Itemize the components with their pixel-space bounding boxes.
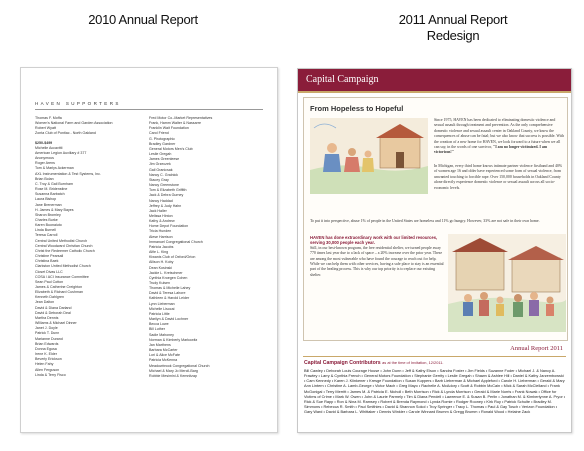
supporter-name: General Motors Men's Club <box>149 146 193 151</box>
report-page-2011 <box>297 68 572 433</box>
supporter-name: Allen Ferguson <box>35 367 60 372</box>
supporter-name: American Legion Auxiliary # 377 <box>35 150 87 155</box>
supporter-name: Tom & Marlys Ackerman <box>35 166 74 171</box>
feature-paragraph-1: Since 1975, HAVEN has been dedicated to eliminating domestic violence and sexual assault through treatment and prevention. As the only comprehensive domestic violence and sexual assault center in Oakland County, we know the consequences of abuse can be fatal; but we also know that success is possible. With the creation of a new home for HAVEN, we look forward to a future when we all can say, in the words of one survivor, "I am no longer victimized. I am victorious!" <box>434 118 564 155</box>
supporter-name: Jane Brenerman <box>35 202 62 207</box>
supporter-name: Brian Bolan <box>35 176 54 181</box>
supporter-name: Susanna Barbatch <box>35 192 65 197</box>
supporter-name: Robert Wyatt <box>35 126 56 131</box>
supporter-name: Bill Luther <box>149 327 165 332</box>
supporter-name: Helen Fahy <box>35 362 54 367</box>
banner-accent-line <box>298 91 571 93</box>
supporter-name: David & Teresa Lahore <box>149 291 186 296</box>
survivor-quote: "I am no longer victimized. I am victorious!" <box>434 145 548 155</box>
supporter-name: Thomas F. Moffa <box>35 116 62 120</box>
supporter-name: Laura Bishop <box>35 197 57 202</box>
supporter-name: Jeffrey & Judy Hahn <box>149 203 182 208</box>
supporter-name: Anonymous <box>35 156 54 161</box>
giving-level-heading: $250-$499 <box>35 140 53 145</box>
supporter-name: Franklin Wait Foundation <box>149 126 189 131</box>
supporter-name: Fred Motor Co.-Market Representatives <box>149 116 213 120</box>
supporter-name: Frank, Hamm Walter & Nassarre <box>149 121 201 126</box>
supporter-name: Michelle Lisocai <box>149 306 175 311</box>
supporter-name: Women's National Farm and Garden Association <box>35 121 113 126</box>
community-illustration <box>448 234 566 332</box>
supporter-name: Brian Edwards <box>35 341 59 346</box>
supporter-name: Patricia Jacobs <box>149 244 174 249</box>
supporter-name: Home Depot Foundation <box>149 224 189 229</box>
supporter-name: Irene K. Elder <box>35 352 57 357</box>
supporter-name: Trudy Kulsen <box>149 281 171 285</box>
supporter-name: Lynn Lieberman <box>149 301 175 306</box>
supporter-name: Barbara McCarter <box>149 348 178 353</box>
supporter-name: Patricia Little <box>149 311 170 316</box>
supporter-name: Clarkston United Methodist Church <box>35 264 91 269</box>
supporter-name: Rose M. Bridenstine <box>35 187 68 192</box>
supporter-name: C. Troy & Gail Burnham <box>35 181 73 186</box>
supporter-name: Leslie Gregah <box>149 152 172 157</box>
supporter-name: AXL Instrumentation & Test Systems, Inc. <box>35 171 101 176</box>
annual-report-2011-label: Annual Report 2011 <box>510 345 563 352</box>
supporter-name: Alfie L. King <box>149 250 169 255</box>
supporter-name: Central Woodward Christian Church <box>35 243 93 248</box>
supporter-name: Williams & Michael Dinner <box>35 321 77 326</box>
supporter-name: Norman & Kimberly Markowitz <box>149 337 198 342</box>
supporter-name: Jack & Debra Gurney <box>149 193 184 198</box>
supporter-name: Bradley Gardner <box>149 141 176 146</box>
supporter-name: Nancy C. Gralnick <box>149 172 178 177</box>
supporter-name: Nancy Greenstone <box>149 183 179 188</box>
supporter-name: Nancy Haddad <box>149 198 173 203</box>
supporter-name: Zonta Club of Pontiac - North Oakland <box>35 131 96 136</box>
contributors-list: Bill Cawley • Deborah Louis Courage House • John Dunn • Jeff & Kathy Elson • Sandra Foster • Jim Fields • Suzanne Foder • Michael J. & Nancy A. Frawley • Larry & Cynthia French • General Motors Foundation • Stephanie Gerrity • Leslie Gregah • Shawn & Ashlee Hill • Daniel & Kathy Jarzembowski • Cam Kennedy • Karen J. Klinkener • Kresge Foundation • Susan Kuppers • Barb Lieberman & Michael Appleford • Carole H. Lieberman • Gerald & Mary Ann Lintern • Christine A. Lamb-George • Victor Mach • Greg Mayo • Rachelle A. McAdory • Scott & Robbin McCain • Mick & Sarah McClelland • Frank McGonigal • Terry Merritt • James M. & Patricia E. Nicholl • Beth Morrison • Rick & Lynda Morrison • Gerald & Marie Norris • Frank Nowak • Office for Victims of Crime • Mark W. Owen • John & Laurie Parmely • Tim & Diana Pendell • Lawrence E. & Susan B. Perlin • Jonathan M. & Kimberlynne A. Pryor • Rick & Sue Rapp • Ron & Nina M. Ramsey • Robert & Brenda Raymond • Lynda Romie • Rodger Rooney • Kirk Ruy • Patrick Schulte • Bradley M. Simmons • Rebecca R. Smith • Paul Smithies • David & Shannon Sokol • Troy Springer • Tracy L. Thomas • Paul & Gay Tosch • Verizon Foundation • Gary Ward • David & Barbara L. Whittaker • Dennis Winkler • Carole Winnard Brumm & Gregg Brumm • Ronald Wood • Helaine Zack <box>304 369 566 415</box>
supporters-column-b <box>149 116 259 379</box>
feature-title: From Hopeless to Hopeful <box>310 104 404 113</box>
supporters-title: HAVEN SUPPORTERS <box>35 101 121 106</box>
supporter-name: Martha Dennis <box>35 315 59 320</box>
contributors-rule <box>303 356 566 357</box>
children-illustration <box>310 118 428 194</box>
feature-paragraph-4: HAVEN has done extraordinary work with our limited resources, serving 30,000 people each year. Still, in our best-known program, the free residential shelter, we turned people away 770 times last year due to a lack of space – a 20% increase over the prior year. These are among the most vulnerable who have found the courage to reach out for help. While we can help them with other services, having a safe place to stay is an essential part of the healing process. This is why our top priority is to replace our existing shelter. <box>310 235 444 277</box>
supporter-name: James Greenleese <box>149 157 180 162</box>
supporter-name: Marilyn & David Lochner <box>149 317 189 322</box>
contributors-title: Capital Campaign Contributors as at the time of Invitation, 12/2011. <box>304 360 444 366</box>
supporter-name: Jan Marthens <box>149 342 171 347</box>
report-page-2010 <box>20 67 278 433</box>
supporter-name: G. Photographic <box>149 136 175 141</box>
supporter-name: Becca Lowe <box>149 322 169 327</box>
heading-2011-line2: Redesign <box>426 28 480 43</box>
supporter-name: Kathy & Andrew <box>149 219 175 224</box>
supporter-name: Patricia McKenna <box>149 358 178 363</box>
supporters-column-a <box>35 116 145 378</box>
supporter-name: Beverly Erickson <box>35 357 62 362</box>
supporter-name: Alese Harrison <box>149 234 173 239</box>
supporter-name: David & Deborah Deal <box>35 310 71 315</box>
supporter-name: Patrick T. Dunn <box>35 331 60 336</box>
supporter-name: Jackie L. Kretschmer <box>149 270 183 275</box>
supporter-name: Christ the Redeemer Catholic Church <box>35 248 95 253</box>
supporters-rule <box>35 109 263 110</box>
supporter-name: Thomas & Michelle Lahey <box>149 286 191 291</box>
heading-2011-line1: 2011 Annual Report <box>398 12 508 27</box>
supporter-name: Michael & Mary Jo Mercil-Barg <box>149 368 198 373</box>
supporter-name: Sharon Bromley <box>35 212 61 217</box>
supporter-name: Gail Granicsak <box>149 167 173 172</box>
supporter-name: Sadie Mahoney <box>149 332 174 337</box>
supporter-name: David & Diana Darland <box>35 305 72 310</box>
supporter-name: Linda & Terry Fisco <box>35 372 66 377</box>
heading-2011-report <box>378 12 528 44</box>
supporter-name: Linda Burnell <box>35 228 56 233</box>
supporter-name: Jim Grzeczek <box>149 162 171 167</box>
supporter-name: Tom & Elizabeth Griffith <box>149 188 187 193</box>
supporter-name: James & Catherine Creighton <box>35 285 83 289</box>
feature-paragraph-3: To put it into perspective, abuse 1% of people in the United States are homeless and 11% go hungry. However, 33% are not safe in their own home. <box>310 219 540 223</box>
supporter-name: Kiwanis Club of Oxford/Orion <box>149 255 196 260</box>
supporter-name: Christine Pearsall <box>35 254 64 259</box>
supporter-name: Closet Divas LLC <box>35 269 63 274</box>
feature-paragraph-2: In Michigan, every third home knows intimate partner violence firsthand and 40% of women age 16 and older have experienced some form of sexual violence, from unwanted touching to forcible rape. Over 150,000 households in Oakland County alone directly experience domestic violence or sexual assault across all socio-economic levels. <box>434 164 563 190</box>
supporter-name: Kenneth Dahlgren <box>35 295 64 300</box>
supporter-name: Immanuel Congregational Church <box>149 239 203 244</box>
supporter-name: Melissa Hinton <box>149 213 173 218</box>
supporter-name: Christina Baek <box>35 259 59 264</box>
supporter-name: Meadowbrook Congregational Church <box>149 363 210 368</box>
feature-highlight: HAVEN has done extraordinary work with our limited resources, serving 30,000 people each year. <box>310 235 438 246</box>
supporter-name: Cynthia Kroegen Cohen <box>149 275 188 280</box>
heading-2010-report: 2010 Annual Report <box>88 12 198 27</box>
supporter-name: Allison H. Koby <box>149 260 174 265</box>
supporter-name: Dean Kosinski <box>149 265 172 270</box>
supporter-name: Roger Arens <box>35 161 55 166</box>
feature-panel <box>303 97 568 341</box>
supporter-name: Tricia Hunden <box>149 229 172 234</box>
supporter-name: Charles Burke <box>35 217 58 222</box>
supporter-name: Teresa Carroll <box>35 233 58 238</box>
supporter-name: Elizabeth & Richard Cushman <box>35 290 83 295</box>
supporter-name: Michelle Accavitti <box>35 145 63 150</box>
supporter-name: COSA / ACI Insurance Committee <box>35 274 89 279</box>
capital-campaign-banner: Capital Campaign <box>298 69 571 91</box>
supporter-name: Stacey Gray <box>149 177 169 182</box>
supporter-name: Karen Buonaiuto <box>35 223 62 228</box>
supporter-name: Central United Methodist Church <box>35 238 88 243</box>
supporter-name: Janet J. Doyle <box>35 326 58 331</box>
supporter-name: Donna Egusa <box>35 346 57 351</box>
supporter-name: Marianne Durand <box>35 336 63 341</box>
supporter-name: Kathleen & Harold Leider <box>149 296 190 301</box>
supporter-name: Jean Dalton <box>35 300 55 305</box>
supporter-name: Lori & Alice McFate <box>149 353 180 358</box>
contributors-note: as at the time of Invitation, 12/2011. <box>382 360 444 365</box>
supporter-name: Carol Friend <box>149 131 169 136</box>
supporter-name: Robbie Mesimini & Kemnitzap <box>149 373 197 378</box>
supporter-name: Jack Haller <box>149 208 167 213</box>
supporter-name: H. James & Mary Bayes <box>35 207 74 212</box>
supporter-name: Sean Paul Cotton <box>35 279 64 284</box>
